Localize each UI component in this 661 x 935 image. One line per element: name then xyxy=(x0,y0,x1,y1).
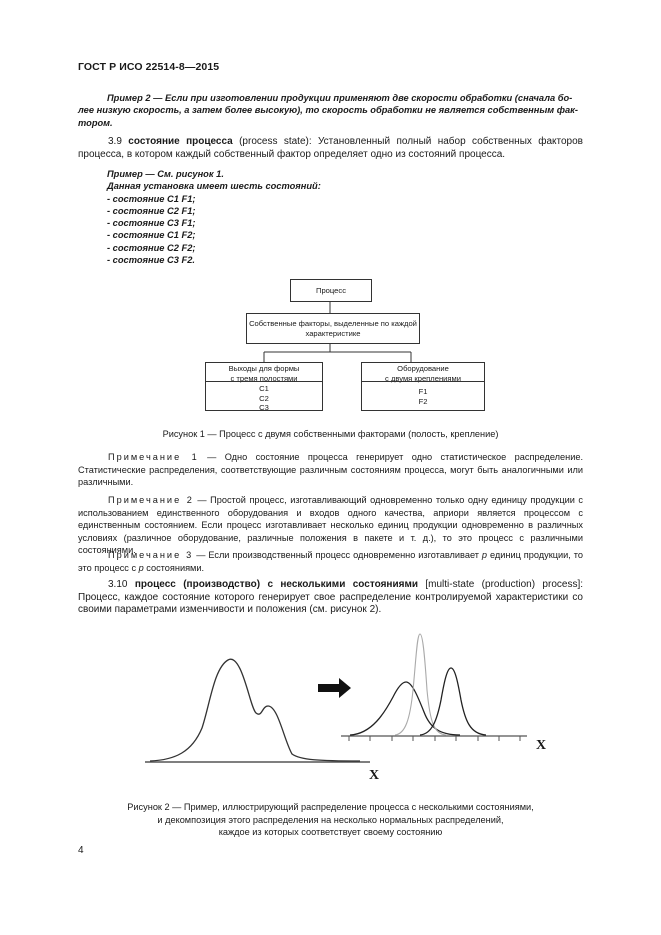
note-3-text-c: состояниями. xyxy=(143,562,205,573)
normal-curve-2 xyxy=(395,634,446,735)
arrow-icon xyxy=(318,678,351,698)
definition-3-10-term: процесс (производство) с несколькими состояниями xyxy=(134,579,418,590)
fixtures-title-line-1: Оборудование xyxy=(397,364,449,373)
page-number: 4 xyxy=(78,845,84,856)
note-3-text-b: единиц продукции, то это процесс с xyxy=(78,550,584,573)
state-item: - состояние C2 F2; xyxy=(107,242,196,253)
note-3-label: Примечание 3 xyxy=(108,550,194,560)
document-header: ГОСТ Р ИСО 22514-8—2015 xyxy=(78,61,220,73)
figure-2-caption-line-1: Рисунок 2 — Пример, иллюстрирующий распределение процесса с несколькими состояниями, xyxy=(127,802,534,812)
right-axis-ticks xyxy=(349,736,520,741)
figure-2-caption-line-3: каждое из которых соответствует своему состоянию xyxy=(218,827,443,838)
definition-3-10-number: 3.10 xyxy=(108,579,128,590)
state-item: - состояние C1 F1; xyxy=(107,193,196,204)
cavities-title-line-1: Выходы для формы xyxy=(228,364,300,373)
cavity-item: C1 xyxy=(259,384,269,394)
definition-3-9-text: (process state): Установленный полный набор собственных факторов процесса, в котором каждый собственный фактор определяет одно из состояний процесса. xyxy=(78,136,583,160)
state-item: - состояние C2 F1; xyxy=(107,205,196,216)
note-2-label: Примечание 2 xyxy=(108,495,194,505)
cavity-item: C2 xyxy=(259,393,269,403)
fixture-item: F1 xyxy=(418,387,428,397)
normal-curve-3 xyxy=(420,668,486,735)
note-1-label: Примечание 1 xyxy=(108,452,199,462)
note-1-text: — Одно состояние процесса генерирует одно статистическое распределение. Статистические распределения, соответствующие различным состояниям процесса, могут быть аналогичными или различными. xyxy=(78,452,583,488)
factors-box-line-1: Собственные факторы, выделенные по каждой xyxy=(249,319,417,328)
note-2-text: — Простой процесс, изготавливающий одновременно только одну единицу продукции с использованием единственного оборудования и входов одного качества, априори является процессом с единственным состоянием. Если процесс изготавливает несколько единиц продукции одновременно в различных условиях (различное оборудование, различные положения в пакете и т. д.), то это процесс с различными состояниями. xyxy=(78,495,583,556)
right-axis-label: X xyxy=(536,738,547,753)
process-box-label: Процесс xyxy=(316,286,346,295)
left-axis-label: X xyxy=(369,768,380,783)
example-2-line-3: тором. xyxy=(78,117,113,128)
fixture-item: F2 xyxy=(418,396,428,406)
note-3-var-p: p xyxy=(481,550,488,560)
figure-1-caption: Рисунок 1 — Процесс с двумя собственными факторами (полость, крепление) xyxy=(162,429,499,439)
figure-2-caption-line-2: и декомпозиция этого распределения на несколько нормальных распределений, xyxy=(157,814,504,825)
definition-3-10-text: [multi-state (production) process]: Процесс, каждое состояние которого генерирует свое распределение контролируемой характеристики со своими параметрами изменчивости и положения (см. рисунок 2). xyxy=(78,579,584,616)
cavities-title-line-2: с тремя полостями xyxy=(230,373,298,383)
cavity-item: C3 xyxy=(259,403,269,413)
example-2-line-1: Пример 2 — Если при изготовлении продукции применяют две скорости обработки (сначала бо- xyxy=(107,93,573,103)
left-combined-curve xyxy=(150,659,360,761)
definition-3-9-term: состояние процесса xyxy=(128,136,233,147)
example-states-intro: Данная установка имеет шесть состояний: xyxy=(107,181,321,192)
state-item: - состояние C3 F2. xyxy=(107,255,195,266)
state-item: - состояние C3 F1; xyxy=(107,218,196,229)
state-item: - состояние C1 F2; xyxy=(107,230,196,241)
definition-3-9-number: 3.9 xyxy=(108,136,122,147)
factors-box-line-2: характеристике xyxy=(305,328,361,338)
fixtures-title-line-2: с двумя креплениями xyxy=(385,373,461,383)
note-3-text-a: — Если производственный процесс одновременно изготавливает xyxy=(193,550,482,560)
example-2-line-2: лее низкую скорость, а затем более высокую), то скорость обработки не является собственным фак- xyxy=(78,105,578,116)
note-3-var-p2: p xyxy=(138,562,144,573)
figure-2-caption xyxy=(78,801,583,839)
example-states-title: Пример — См. рисунок 1. xyxy=(107,169,224,179)
